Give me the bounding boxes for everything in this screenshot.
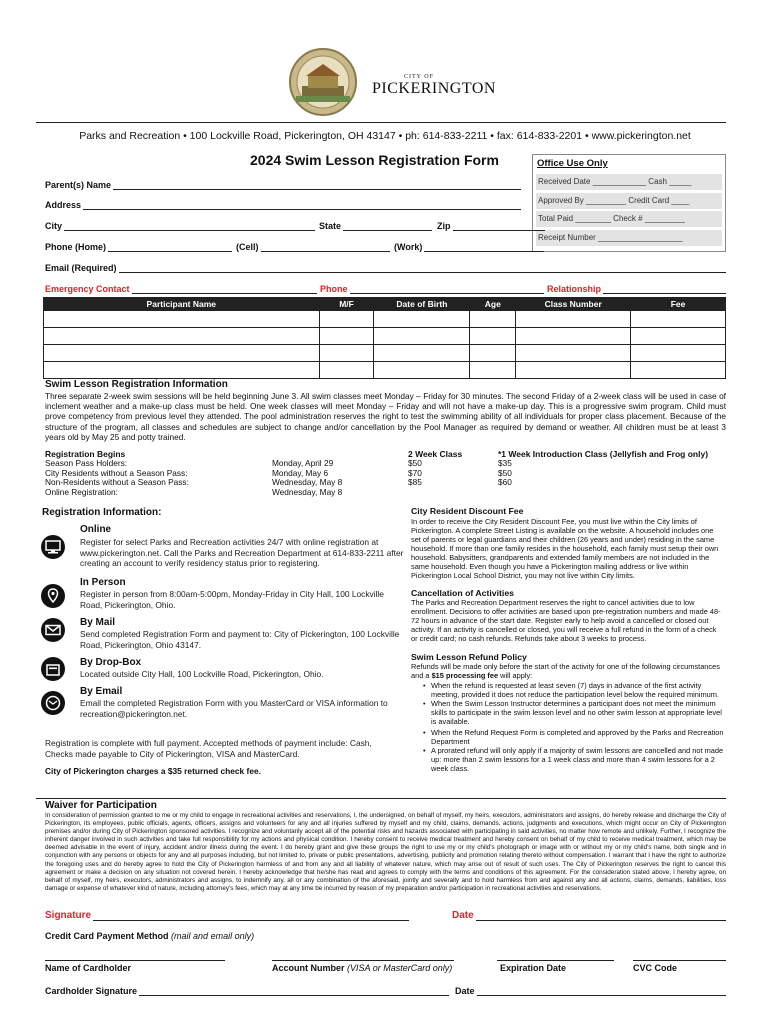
email-field[interactable]: Email (Required) (45, 263, 726, 273)
one-week-title: *1 Week Introduction Class (Jellyfish and Frog only) (498, 449, 709, 459)
email-icon (41, 691, 65, 715)
envelope-icon (41, 618, 65, 642)
cardholder-date-field[interactable]: Date (455, 986, 726, 996)
cell-field[interactable]: (Cell) (236, 242, 390, 252)
parents-name-field[interactable]: Parent(s) Name (45, 180, 521, 190)
account-line[interactable] (272, 960, 454, 961)
col-participant: Participant Name (44, 298, 320, 311)
work-field[interactable]: (Work) (394, 242, 544, 252)
two-week-title: 2 Week Class (408, 449, 463, 459)
list-item: • A prorated refund will only apply if a majority of swim lessons are cancelled and not made up: more than 2 swim lessons for a 1 week class and more than 4 swim lessons for a 2 week class. (421, 746, 724, 773)
header-rule (36, 122, 726, 123)
returned-check-note: City of Pickerington charges a $35 returned check fee. (45, 766, 261, 776)
form-title: 2024 Swim Lesson Registration Form (250, 152, 499, 168)
location-pin-icon (41, 584, 65, 608)
expiration-line[interactable] (497, 960, 614, 961)
city-seal-icon (288, 46, 358, 118)
list-item: • When the Refund Request Form is completed and approved by the Parks and Recreation Department (421, 728, 724, 746)
refund-bullets (421, 681, 724, 773)
cardholder-line[interactable] (45, 960, 225, 961)
logo-name: PICKERINGTON (372, 80, 496, 97)
waiver-rule (36, 798, 726, 799)
col-mf: M/F (319, 298, 374, 311)
office-title: Office Use Only (537, 158, 608, 169)
col-class: Class Number (516, 298, 631, 311)
office-row-received[interactable]: Received Date ____________ Cash _____ (536, 174, 722, 190)
address-line: Parks and Recreation • 100 Lockville Road, Pickerington, OH 43147 • ph: 614-833-2211 • fax: 614-833-2201 • www.pickerington.net (79, 130, 691, 142)
list-item: • When the Swim Lesson Instructor determines a participant does not meet the minimum skills to participate in the swim lesson level and no other swim lesson at appropriate level is available. (421, 699, 724, 726)
office-row-approved[interactable]: Approved By _________ Credit Card ____ (536, 193, 722, 209)
computer-icon (41, 535, 65, 559)
col-fee: Fee (631, 298, 726, 311)
emergency-contact-field[interactable]: Emergency Contact (45, 284, 317, 294)
city-field[interactable]: City (45, 221, 315, 231)
list-item: • When the refund is requested at least seven (7) days in advance of the first activity meeting, provided it does not reduce the participation level below the required minimum. (421, 681, 724, 699)
logo-city-of: CITY OF (404, 74, 434, 80)
office-row-receipt[interactable]: Receipt Number ___________________ (536, 230, 722, 246)
reg-begins-title: Registration Begins (45, 449, 126, 459)
reg-begins-dates: Monday, April 29 Monday, May 6 Wednesday, May 8 Wednesday, May 8 (272, 458, 343, 497)
cardholder-label: Name of Cardholder (45, 963, 132, 973)
cancellation-text: The Parks and Recreation Department reserves the right to cancel activities due to low enrollment. Decisions to offer activities are based upon pre-registration numbers and made 48-72 hours in advance of the start date. Register early to help avoid a cancelled or closed out activity. If an activity is cancelled or closed, you will receive a full refund in the form of a check or credit card; no cash refunds. Refunds take about 3 weeks to process. (411, 598, 721, 643)
method-in-person-title: In Person (80, 577, 126, 588)
city-logo (288, 46, 496, 118)
relationship-field[interactable]: Relationship (547, 284, 726, 294)
date-field[interactable]: Date (452, 910, 726, 921)
method-email-title: By Email (80, 686, 123, 697)
two-week-prices: $50 $70 $85 (408, 458, 422, 488)
method-online-title: Online (80, 524, 112, 535)
table-row[interactable] (44, 362, 726, 379)
swim-info-text: Three separate 2-week swim sessions will be held beginning June 3. All swim classes meet Monday – Friday for 30 minutes. The second Friday of a 2-week class will be used in case of inclement weather and a make-up class must be held. One week classes will meet Monday – Friday and will not have a make-up day. This is a progressive swim program. Child must prove competency from previous level they attended. The pool administration reserves the right to test the swimming ability of all individuals for proper class placement. Because of the structure of the program, all classes and schedules are subject to change and/or cancellation by the Pool Manager as required by demand or weather. All children must be at least 3 years old by May 25 and potty trained. (45, 391, 726, 442)
payment-note: Registration is complete with full payment. Accepted methods of payment include: Cash, Checks made payable to City of Pickerington, VISA and MasterCard. (45, 738, 372, 759)
method-dropbox-text: Located outside City Hall, 100 Lockville Road, Pickerington, Ohio. (80, 669, 324, 679)
discount-title: City Resident Discount Fee (411, 506, 524, 516)
method-mail-text: Send completed Registration Form and payment to: City of Pickerington, 100 Lockville Road, Pickerington, Ohio 43147. (80, 629, 400, 650)
registration-info-title: Registration Information: (42, 507, 162, 518)
office-use-box (532, 154, 726, 252)
table-row[interactable] (44, 311, 726, 328)
waiver-text: In consideration of permission granted to me or my child to engage in recreational activities and reservations, I, the undersigned, on behalf of myself, my heirs, executors, administrators and assigns, do hereby release and discharge the City of Pickerington, its employees, public officials, agents, officers, assigns and volunteers for any and all injuries suffered by myself and my child, claims, demands, actions, judgments and executions, which might occur on City of Pickerington premises and/or during City of Pickerington sponsored activities. I recognize and voluntarily accept all of the potential risks and hazards associated with participating in said activities, no matter how remote and unlikely. Further, I recognize the inherent danger involved in such activities and take full responsibility for my actions and physical condition. I hereby consent to receive medical treatment and hereby consent on behalf of my child to receive medical treatment, which may be deemed advisable in the event of injury, accident and/or illness during the event. I do hereby grant and give these groups the right to use my or my child's photograph or image with or without my or my child's name, both single and in conjunction with any persons or objects for any and all purposes including, but not limited to, private or public presentations, advertising, publicity and promotion relating thereto without compensation. I warrant that I have the right to authorize the foregoing uses and do hereby agree to hold the City of Pickerington harmless of and from any and all liability of whatever nature, which may arise out of result of such uses. The City of Pickerington reserves the right to cancel this agreement or make a decision on any situation not covered herein. I hereby acknowledge that he/she has read and agrees to comply with the terms and conditions of this agreement. For the consideration stated above, I hereby agree, on behalf of myself, my heirs, executors, administrators and assigns, to indemnify any, all or any combination of the aforesaid, jointly and severally and to hold harmless from and against any and all actions, claims, demands, liabilities, loss damage or expense of whatever kind of nature, including attorney's fees, which may at any time be incurred by reason of my preparation and/or participation in recreational activities and reservations. (45, 812, 726, 892)
cc-title: Credit Card Payment Method (mail and email only) (45, 931, 255, 941)
participants-table (43, 297, 726, 379)
swim-info-title: Swim Lesson Registration Information (45, 379, 228, 390)
method-email-text: Email the completed Registration Form with you MasterCard or VISA information to recreation@pickerington.net. (80, 698, 388, 719)
method-online-text: Register for select Parks and Recreation activities 24/7 with online registration at www.pickerington.net. Call the Parks and Recreation Department at 614-833-2211 after creating an account to verify residency status prior to registering. (80, 537, 404, 568)
table-row[interactable] (44, 345, 726, 362)
phone-home-field[interactable]: Phone (Home) (45, 242, 232, 252)
table-header (44, 298, 726, 311)
method-in-person-text: Register in person from 8:00am-5:00pm, Monday-Friday in City Hall, 100 Lockville Road, Pickerington, Ohio. (80, 589, 384, 610)
cvc-line[interactable] (633, 960, 726, 961)
one-week-prices: $35 $50 $60 (498, 458, 512, 488)
method-mail-title: By Mail (80, 617, 116, 628)
office-row-total[interactable]: Total Paid ________ Check # _________ (536, 211, 722, 227)
emergency-phone-field[interactable]: Phone (320, 284, 544, 294)
drop-box-icon (41, 657, 65, 681)
refund-intro: Refunds will be made only before the start of the activity for one of the following circumstances and a $15 processing fee will apply: (411, 662, 720, 680)
cardholder-signature-field[interactable]: Cardholder Signature (45, 986, 449, 996)
reg-begins-list: Season Pass Holders: City Residents without a Season Pass: Non-Residents without a Season Pass: Online Registration: (45, 458, 189, 497)
account-label: Account Number (VISA or MasterCard only) (272, 963, 453, 973)
col-dob: Date of Birth (374, 298, 470, 311)
address-field[interactable]: Address (45, 200, 521, 210)
refund-title: Swim Lesson Refund Policy (411, 652, 527, 662)
state-field[interactable]: State (319, 221, 432, 231)
signature-field[interactable]: Signature (45, 910, 409, 921)
zip-field[interactable]: Zip (437, 221, 545, 231)
expiration-label: Expiration Date (500, 963, 567, 973)
discount-text: In order to receive the City Resident Discount Fee, you must live within the City limits of Pickerington. A complete Street Listing is available on the website. A household includes one set of parents or legal guardians and their children (26 years and under) residing in the same household. If more than one family resides in the household, each family must setup their own household. Babysitters, grandparents and extended family members are not included in the same household. Even though you have a Pickerington mailing address or live within Pickerington Local School District, you may not live within City limits. (411, 517, 719, 580)
table-row[interactable] (44, 328, 726, 345)
cvc-label: CVC Code (633, 963, 678, 973)
method-dropbox-title: By Drop-Box (80, 657, 142, 668)
waiver-title: Waiver for Participation (45, 800, 157, 811)
col-age: Age (470, 298, 516, 311)
cancellation-title: Cancellation of Activities (411, 588, 514, 598)
